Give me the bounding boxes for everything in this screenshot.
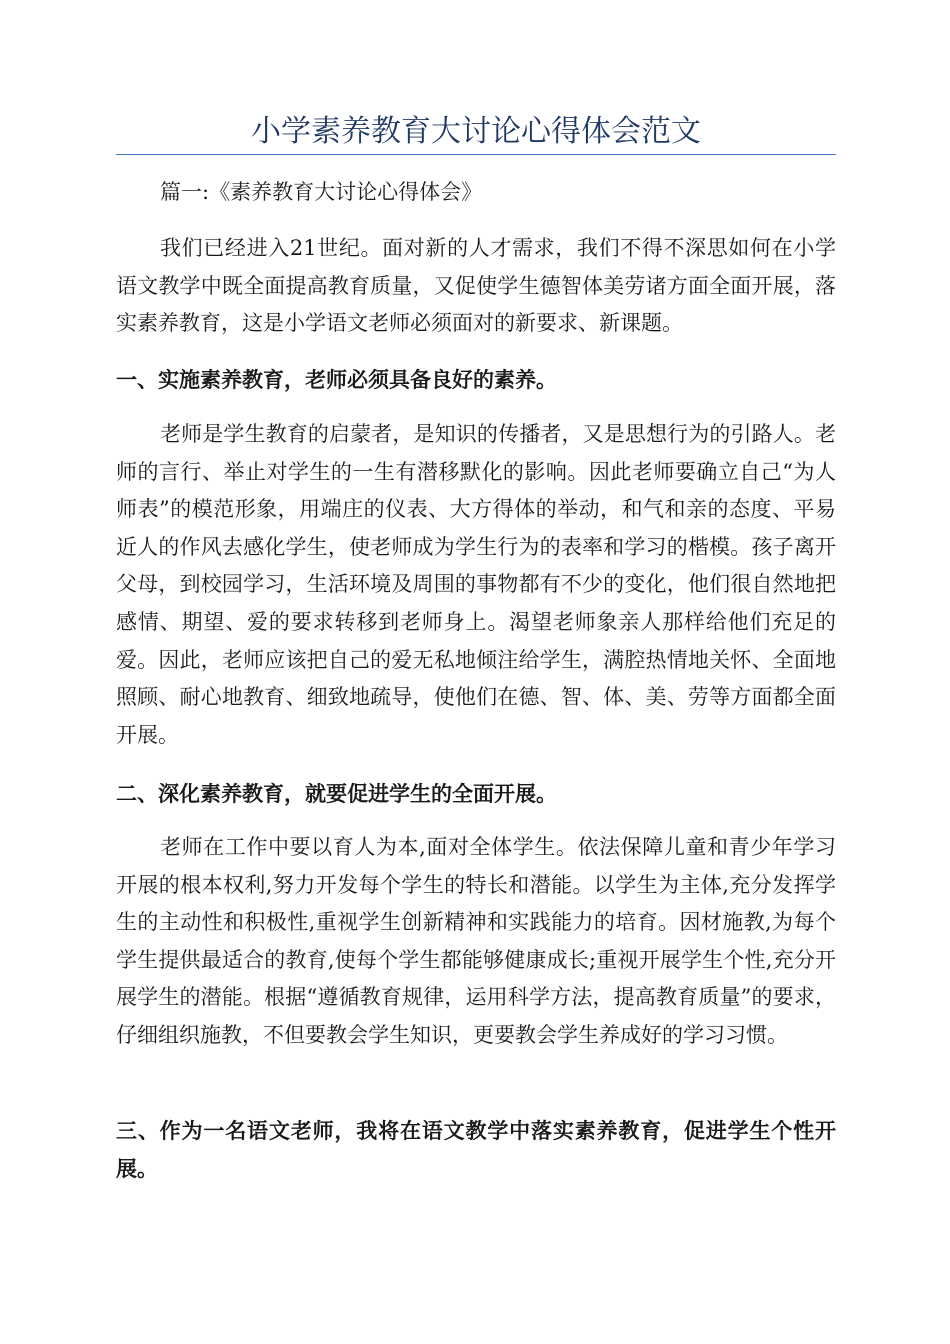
subtitle: 篇一:《素养教育大讨论心得体会》	[160, 180, 483, 204]
section-body-1: 老师是学生教育的启蒙者，是知识的传播者，又是思想行为的引路人。老师的言行、举止对学生的一生有潜移默化的影响。因此老师要确立自己“为人师表”的模范形象，用端庄的仪表、大方得体的举动，和气和亲的态度、平易近人的作风去感化学生，使老师成为学生行为的表率和学习的楷模。孩子离开父母，到校园学习，生活环境及周围的事物都有不少的变化，他们很自然地把感情、期望、爱的要求转移到老师身上。渴望老师象亲人那样给他们充足的爱。因此，老师应该把自己的爱无私地倾注给学生，满腔热情地关怀、全面地照顾、耐心地教育、细致地疏导，使他们在德、智、体、美、劳等方面都全面开展。	[116, 422, 836, 747]
section-heading-3: 三、作为一名语文老师，我将在语文教学中落实素养教育，促进学生个性开展。	[116, 1119, 836, 1181]
intro-paragraph: 我们已经进入21世纪。面对新的人才需求，我们不得不深思如何在小学语文教学中既全面提高教育质量，又促使学生德智体美劳诸方面全面开展，落实素养教育，这是小学语文老师必须面对的新要求、新课题。	[116, 236, 836, 336]
title-underline	[116, 154, 836, 155]
section-heading-2: 二、深化素养教育，就要促进学生的全面开展。	[116, 782, 557, 806]
section-heading-1: 一、实施素养教育，老师必须具备良好的素养。	[116, 368, 557, 392]
section-body-2: 老师在工作中要以育人为本,面对全体学生。依法保障儿童和青少年学习开展的根本权利,努力开发每个学生的特长和潜能。以学生为主体,充分发挥学生的主动性和积极性,重视学生创新精神和实践能力的培育。因材施教,为每个学生提供最适合的教育,使每个学生都能够健康成长;重视开展学生个性,充分开展学生的潜能。根据“遵循教育规律，运用科学方法，提高教育质量”的要求，仔细组织施教，不但要教会学生知识，更要教会学生养成好的学习习惯。	[116, 835, 836, 1047]
document-title: 小学素养教育大讨论心得体会范文	[251, 114, 701, 149]
